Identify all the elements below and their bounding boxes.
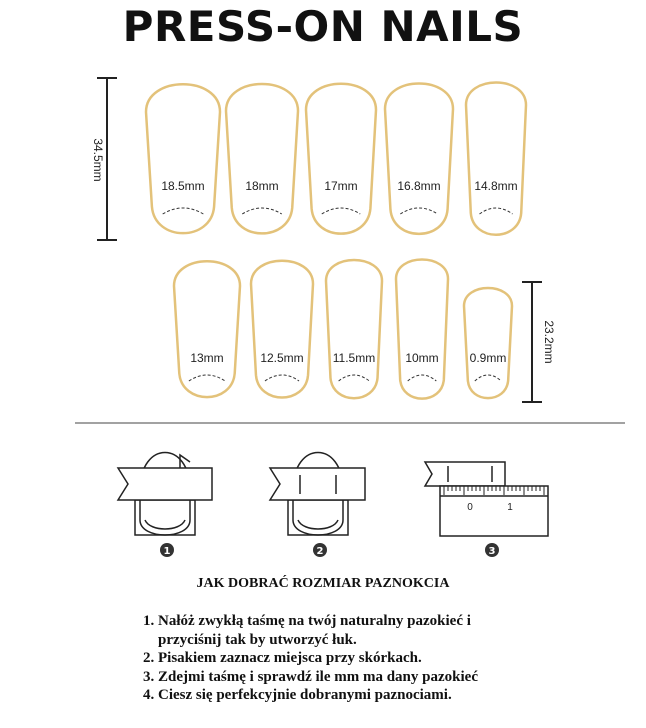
nail-shape [226, 84, 298, 233]
nail-size-label: 10mm [405, 351, 439, 365]
howto-title: JAK DOBRAĆ ROZMIAR PAZNOKCIA [196, 576, 450, 591]
step-2-number: 2 [316, 546, 324, 557]
nail-shape [251, 261, 313, 398]
ruler-tick-1: 1 [507, 502, 513, 513]
nails-group [146, 83, 526, 399]
howto-step: 1. Nałóż zwykłą taśmę na twój naturalny pazokieć i przyciśnij tak by utworzyć łuk. [143, 613, 471, 648]
step-2-illustration [270, 453, 365, 536]
nail-shape [326, 260, 382, 398]
top-row-height-marker [91, 78, 117, 240]
nail-size-label: 0.9mm [469, 351, 507, 365]
howto-step: 2. Pisakiem zaznacz miejsca przy skórkach. [143, 650, 422, 666]
step-1-number: 1 [163, 546, 171, 557]
nail-shape [466, 83, 526, 235]
bottom-row-height-marker [522, 282, 556, 402]
ruler-tick-0: 0 [467, 502, 473, 513]
nail-size-label: 11.5mm [332, 351, 376, 365]
page-title: PRESS-ON NAILS [122, 2, 524, 51]
nail-shape [385, 84, 453, 234]
step-3-illustration [425, 462, 548, 536]
step-1-illustration [118, 453, 212, 536]
nail-shape [464, 288, 512, 398]
nail-size-label: 17mm [324, 179, 358, 193]
howto-step: 3. Zdejmi taśmę i sprawdź ile mm ma dany pazokieć [143, 668, 478, 685]
bottom-row-height-label: 23.2mm [542, 320, 556, 364]
howto-step: 4. Ciesz się perfekcyjnie dobranymi paznociami. [143, 687, 452, 703]
nail-size-label: 14.8mm [474, 179, 518, 193]
nail-shape [174, 261, 240, 397]
howto-steps [143, 612, 623, 705]
nail-size-label: 18.5mm [161, 179, 205, 193]
nail-shape [146, 84, 220, 233]
nail-size-label: 13mm [190, 351, 224, 365]
step-3-number: 3 [488, 546, 496, 557]
nail-size-label: 18mm [245, 179, 279, 193]
nail-size-label: 16.8mm [397, 179, 441, 193]
nail-shape [306, 84, 376, 234]
top-row-height-label: 34.5mm [91, 138, 105, 182]
nail-size-label: 12.5mm [260, 351, 304, 365]
nail-shape [396, 260, 448, 399]
